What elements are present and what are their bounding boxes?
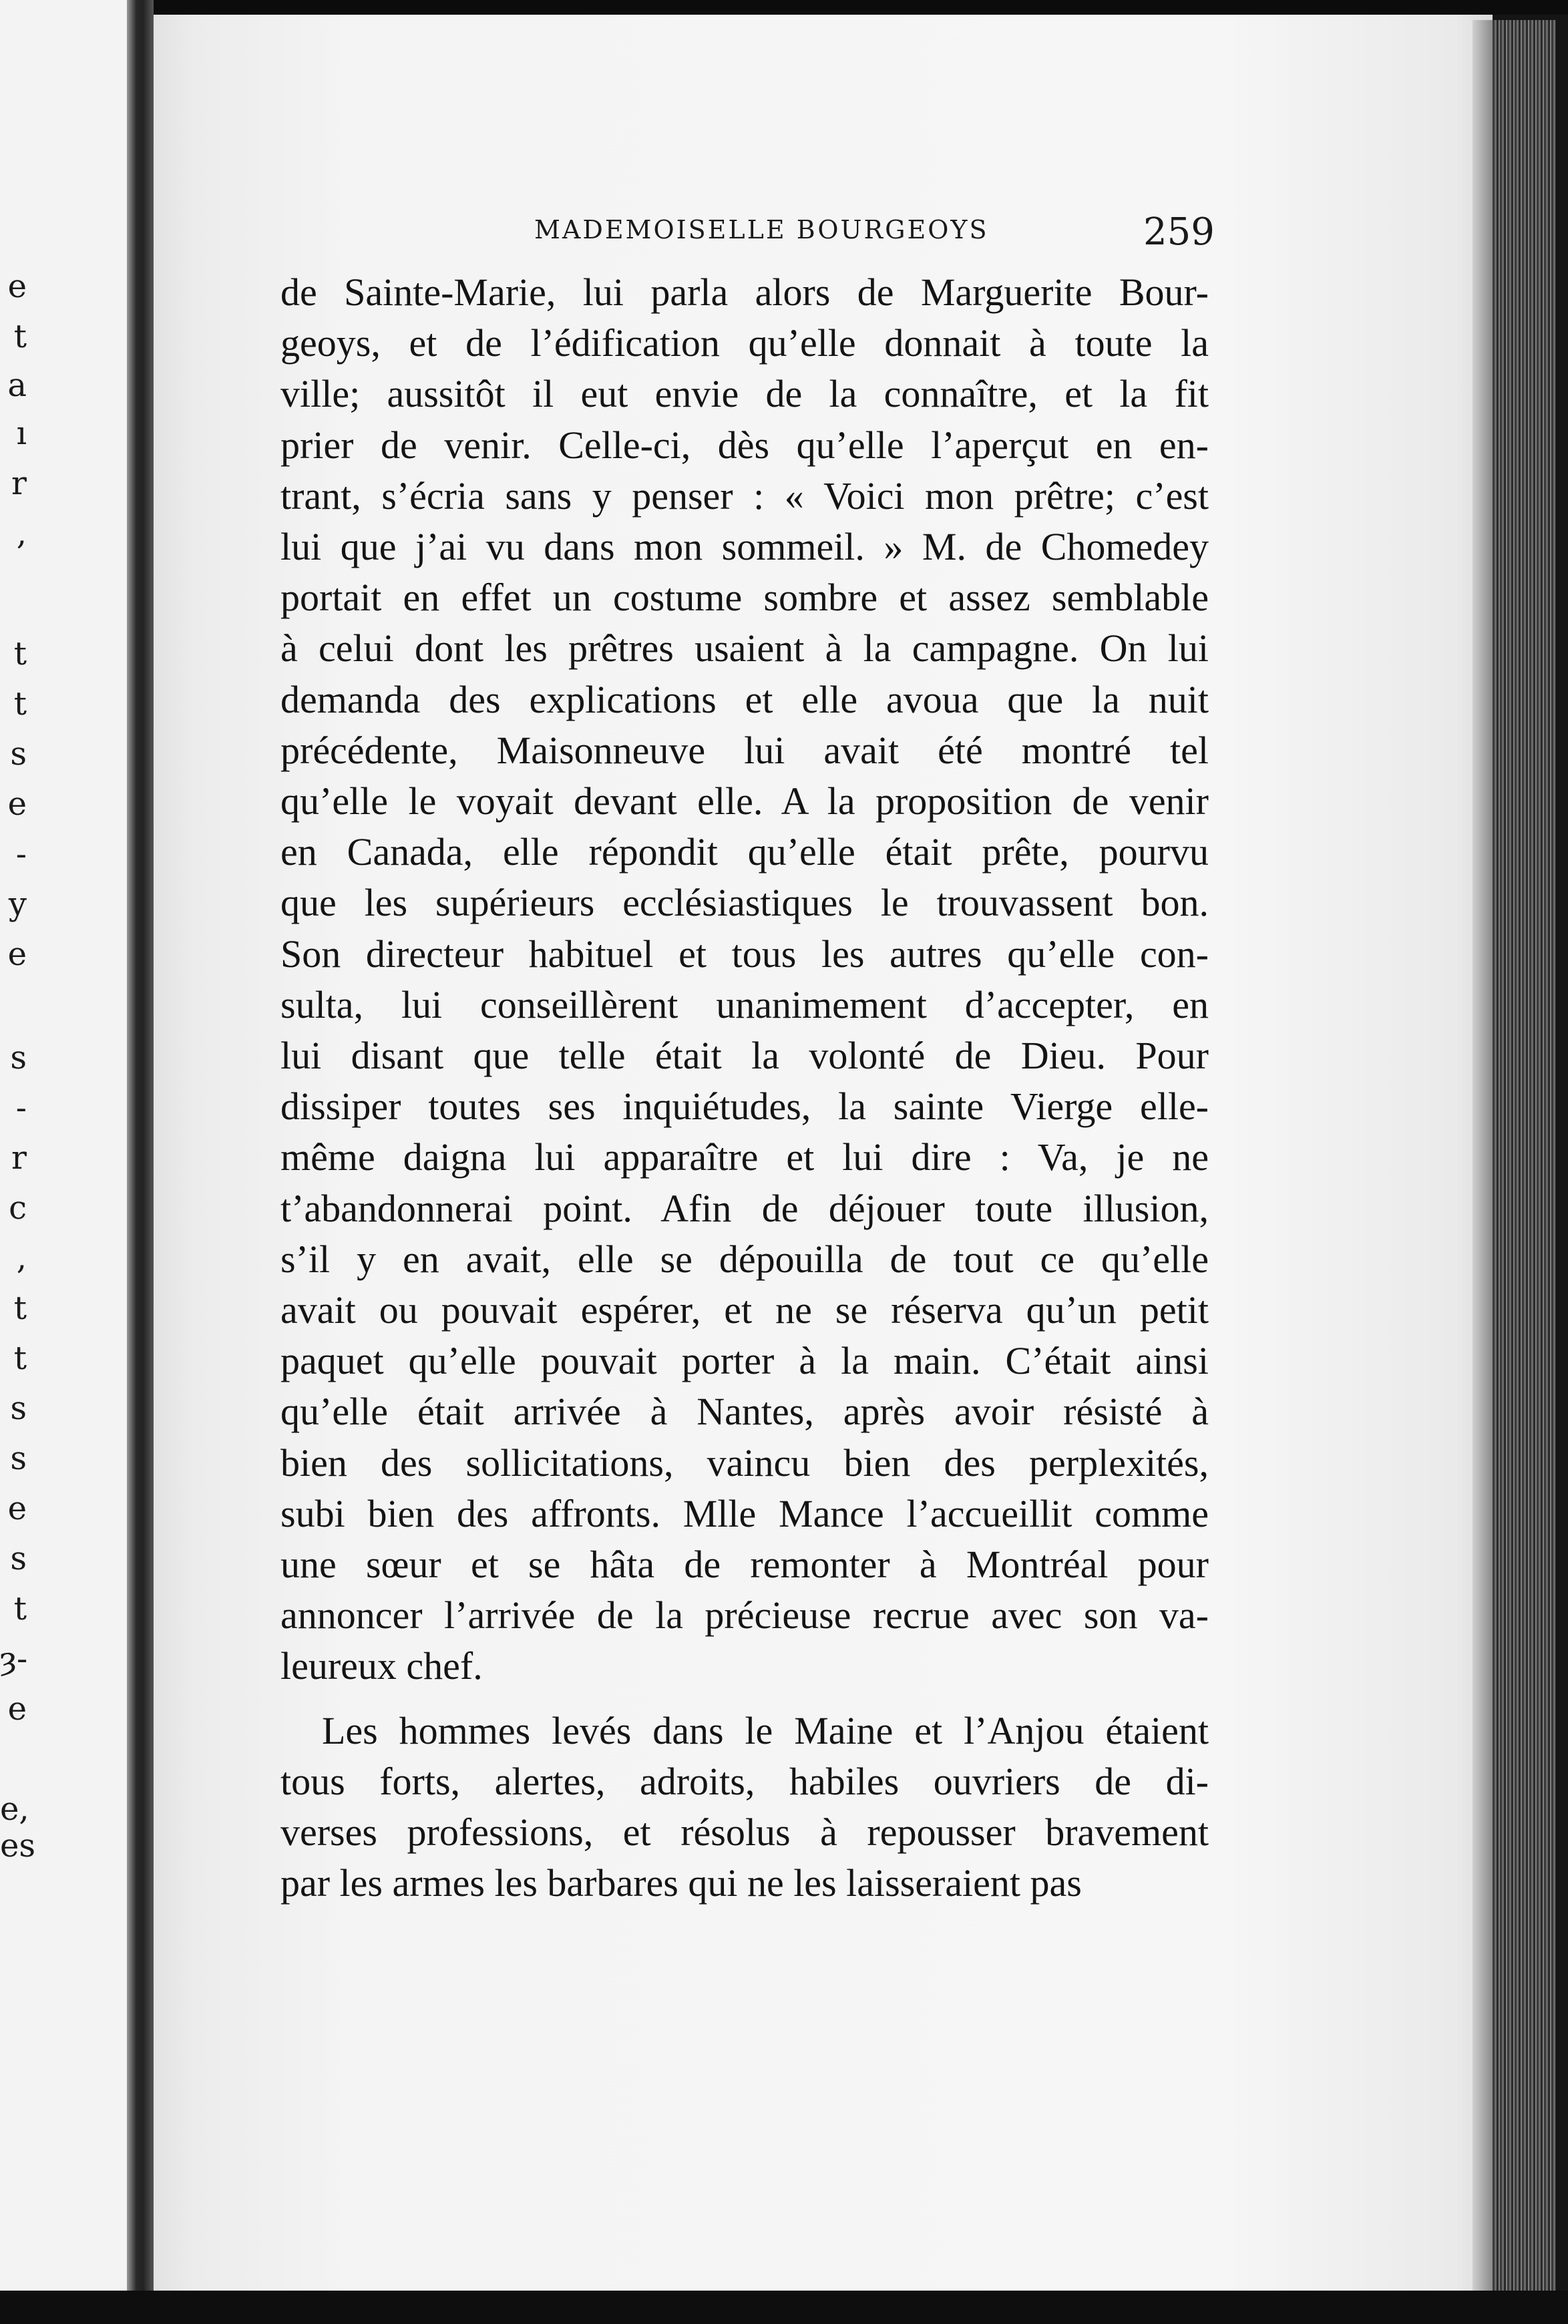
text-line: Son directeur habituel et tous les autres qu’elle con- bbox=[280, 932, 1209, 976]
left-page-fragment: r bbox=[11, 1139, 27, 1177]
text-line: subi bien des affronts. Mlle Mance l’accueillit comme bbox=[280, 1491, 1209, 1535]
left-page-fragment: s bbox=[10, 1540, 27, 1577]
text-line: que les supérieurs ecclésiastiques le trouvassent bon. bbox=[280, 881, 1209, 925]
left-page-fragment: e bbox=[7, 1690, 27, 1728]
book-gutter bbox=[127, 0, 154, 2291]
left-page-fragment: c bbox=[9, 1189, 27, 1227]
left-page-fragment: , bbox=[16, 1239, 27, 1277]
running-title: MADEMOISELLE BOURGEOYS bbox=[534, 215, 989, 244]
text-line: bien des sollicitations, vaincu bien des perplexités, bbox=[280, 1440, 1209, 1485]
text-line: lui que j’ai vu dans mon sommeil. » M. de Chomedey bbox=[280, 525, 1209, 569]
left-page-fragment: ȝ- bbox=[0, 1640, 28, 1678]
text-line: paquet qu’elle pouvait porter à la main. C’était ainsi bbox=[280, 1339, 1209, 1383]
left-page-fragment: s bbox=[10, 1440, 27, 1477]
text-line: geoys, et de l’édification qu’elle donnait à toute la bbox=[280, 321, 1209, 365]
text-line: par les armes les barbares qui ne les laisseraient pas bbox=[280, 1861, 1082, 1905]
left-page-fragment: ı bbox=[16, 415, 27, 452]
page-number: 259 bbox=[1143, 210, 1215, 254]
text-line: ville; aussitôt il eut envie de la connaître, et la fit bbox=[280, 372, 1209, 416]
left-page-fragment: e bbox=[7, 1490, 27, 1527]
left-page-fragment: t bbox=[13, 318, 27, 355]
text-line: s’il y en avait, elle se dépouilla de tout ce qu’elle bbox=[280, 1237, 1209, 1281]
left-page-fragment: e bbox=[7, 936, 27, 973]
left-page-fragment: es bbox=[0, 1827, 36, 1865]
text-line: trant, s’écria sans y penser : « Voici mon prêtre; c’est bbox=[280, 473, 1209, 518]
left-page-fragment: t bbox=[13, 685, 27, 723]
left-page-fragment: y bbox=[8, 886, 27, 923]
left-page-fragment: t bbox=[13, 1340, 27, 1377]
left-page-fragment: s bbox=[10, 735, 27, 773]
text-line: Les hommes levés dans le Maine et l’Anjou étaient bbox=[322, 1708, 1209, 1752]
paragraph-gap bbox=[280, 1692, 1209, 1706]
text-line: leureux chef. bbox=[280, 1644, 483, 1688]
left-page-fragment: t bbox=[13, 1590, 27, 1627]
text-line: verses professions, et résolus à repousser bravement bbox=[280, 1810, 1209, 1855]
text-line: tous forts, alertes, adroits, habiles ouvriers de di- bbox=[280, 1759, 1209, 1803]
text-line: même daigna lui apparaître et lui dire : Va, je ne bbox=[280, 1135, 1209, 1179]
left-page-fragment: e bbox=[7, 785, 27, 823]
left-page-fragment: e bbox=[7, 268, 27, 305]
text-line: sulta, lui conseillèrent unanimement d’accepter, en bbox=[280, 982, 1209, 1026]
facing-page-left bbox=[0, 0, 127, 2291]
left-page-fragment: r bbox=[11, 465, 27, 502]
page-edges bbox=[1493, 20, 1556, 2291]
left-page-fragment: , bbox=[16, 515, 27, 552]
bottom-shadow bbox=[0, 2291, 1568, 2324]
left-page-fragment: s bbox=[10, 1039, 27, 1077]
left-page-fragment: t bbox=[13, 1290, 27, 1327]
text-line: avait ou pouvait espérer, et ne se réserva qu’un petit bbox=[280, 1288, 1209, 1332]
text-line: t’abandonnerai point. Afin de déjouer toute illusion, bbox=[280, 1186, 1209, 1230]
text-line: prier de venir. Celle-ci, dès qu’elle l’aperçut en en- bbox=[280, 423, 1209, 467]
text-line: à celui dont les prêtres usaient à la campagne. On lui bbox=[280, 626, 1209, 670]
top-shadow bbox=[0, 0, 1568, 15]
left-page-fragment: e, bbox=[0, 1790, 29, 1828]
left-page-fragment: t bbox=[13, 635, 27, 672]
text-line: annoncer l’arrivée de la précieuse recrue avec son va- bbox=[280, 1593, 1209, 1637]
text-line: qu’elle le voyait devant elle. A la proposition de venir bbox=[280, 779, 1209, 823]
text-line: précédente, Maisonneuve lui avait été montré tel bbox=[280, 728, 1209, 772]
text-line: demanda des explications et elle avoua que la nuit bbox=[280, 677, 1209, 721]
text-line: portait en effet un costume sombre et assez semblable bbox=[280, 576, 1209, 620]
left-page-fragment: - bbox=[15, 835, 27, 873]
left-page-fragment: s bbox=[10, 1390, 27, 1427]
text-line: de Sainte-Marie, lui parla alors de Marguerite Bour- bbox=[280, 270, 1209, 314]
page-edge-shade bbox=[1473, 20, 1493, 2291]
body-text bbox=[280, 267, 1209, 1909]
text-line: en Canada, elle répondit qu’elle était prête, pourvu bbox=[280, 830, 1209, 874]
text-line: dissiper toutes ses inquiétudes, la sainte Vierge elle- bbox=[280, 1085, 1209, 1129]
left-page-fragment: - bbox=[15, 1089, 27, 1127]
text-line: lui disant que telle était la volonté de Dieu. Pour bbox=[280, 1034, 1209, 1078]
left-page-fragment: a bbox=[7, 367, 27, 404]
text-line: qu’elle était arrivée à Nantes, après avoir résisté à bbox=[280, 1390, 1209, 1434]
text-line: une sœur et se hâta de remonter à Montréal pour bbox=[280, 1543, 1209, 1587]
